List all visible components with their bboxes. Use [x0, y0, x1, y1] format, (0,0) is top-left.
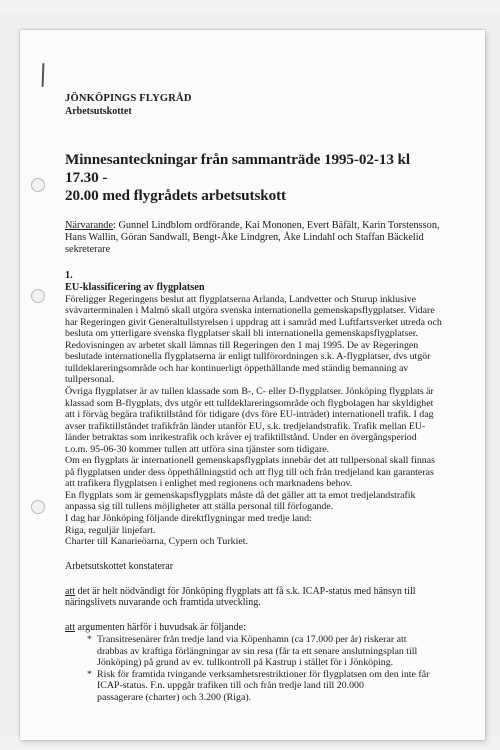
list-item: * Risk för framtida tvingande verksamhetsrestriktioner för flygplatsen om den inte får ICAP-status. F.n. uppgår trafiken till och från tredje land till 20.000 passagerare (charter) och 3.200 (Riga).	[89, 669, 445, 704]
attendance-list	[65, 220, 445, 257]
punch-hole	[31, 289, 45, 303]
statement-1	[65, 586, 445, 609]
statement-2-prefix: att	[65, 621, 75, 633]
letterhead-organization: JÖNKÖPINGS FLYGRÅD	[65, 93, 192, 104]
scan-border-top	[0, 0, 500, 14]
section-number: 1.	[65, 269, 73, 281]
punch-hole	[31, 178, 45, 192]
letterhead-committee: Arbetsutskottet	[65, 106, 132, 117]
conclusion-heading: Arbetsutskottet konstaterar	[65, 560, 174, 572]
punch-hole	[31, 500, 45, 514]
document-title: Minnesanteckningar från sammanträde 1995-02-13 kl 17.30 - 20.00 med flygrådets arbetsutskott	[65, 151, 410, 204]
statement-2-text: argumenten härför i huvudsak är följande:	[75, 621, 246, 633]
section-heading: EU-klassificering av flygplatsen	[65, 281, 205, 293]
statement-1-prefix: att	[65, 585, 75, 597]
attendance-label: Närvarande	[65, 220, 114, 231]
statement-2	[65, 622, 445, 634]
statement-1-text: det är helt nödvändigt för Jönköping flygplats att få s.k. ICAP-status med hänsyn till näringslivets nuvarande och framtida utveckling.	[65, 585, 416, 609]
argument-list	[89, 634, 445, 703]
list-item: * Transitresenärer från tredje land via Köpenhamn (ca 17.000 per år) riskerar att drabbas av kraftiga förlängningar av sin resa (får ta ett senare anslutningsplan till Jönköping) på grund av ev. tullkontroll på Kastrup i stället för i Jönköping.	[89, 634, 445, 669]
section-body: Föreligger Regeringens beslut att flygplatserna Arlanda, Landvetter och Sturup inklusive svävarterminalen i Malmö skall utgöra svenska internationella gemenskapsflygplatser. Vidare har Regeringen givit Generaltullstyrelsen i uppdrag att i samråd med Luftfartsverket utreda och besluta om ytterligare svenska flygplatser skall bli internationella gemenskapsflygplatser. Redovisningen av arbetet skall lämnas till Regeringen den 1 maj 1995. De av Regeringen beslutade internationella flygplatserna är enligt tullförordningen s.k. A-flygplatser, dvs utgör tulldeklareringsområde och har kontinuerligt öppethållande med ständig bemanning av tullpersonal. Övriga flygplatser är av tullen klassade som B-, C- eller D-flygplatser. Jönköping flygplats är klassad som B-flygplats, dvs utgör ett tulldeklareringsområde och flygbolagen har skyldighet att i förväg begära trafiktillstånd för tidigare (dvs före EU-inträdet) internationell trafik. I dag avser trafiktillståndet trafikfrån länder utanför EU, s.k. tredjelandstrafik. Trafik mellan EU- länder betraktas som inrikestrafik och kräver ej trafiktillstånd. Under en övergångsperiod t.o.m. 95-06-30 kommer tullen att utföra sina tjänster som tidigare. Om en flygplats är internationell gemenskapsflygplats innebär det att tullpersonal skall finnas på flygplatsen under dess öppethållningstid och att flyg till och från tredjeland kan garanteras att trafikera flygplatsen i enlighet med regionens och marknadens behov. En flygplats som är gemenskapsflygplats måste då det gäller att ta emot tredjelandstrafik anpassa sig till tullens möjligheter att ställa personal till förfogande. I dag har Jönköping följande direktflygningar med tredje land: Riga, reguljär linjefart. Charter till Kanarieöarna, Cypern och Turkiet.	[65, 293, 442, 548]
attendance-names: : Gunnel Lindblom ordförande, Kai Mononen, Evert Bäfält, Karin Torstensson, Hans Wallin, Göran Sandwall, Bengt-Åke Lindgren, Åke Lindahl och Staffan Bäckelid sekreterare	[65, 220, 440, 256]
document-content	[65, 92, 445, 703]
